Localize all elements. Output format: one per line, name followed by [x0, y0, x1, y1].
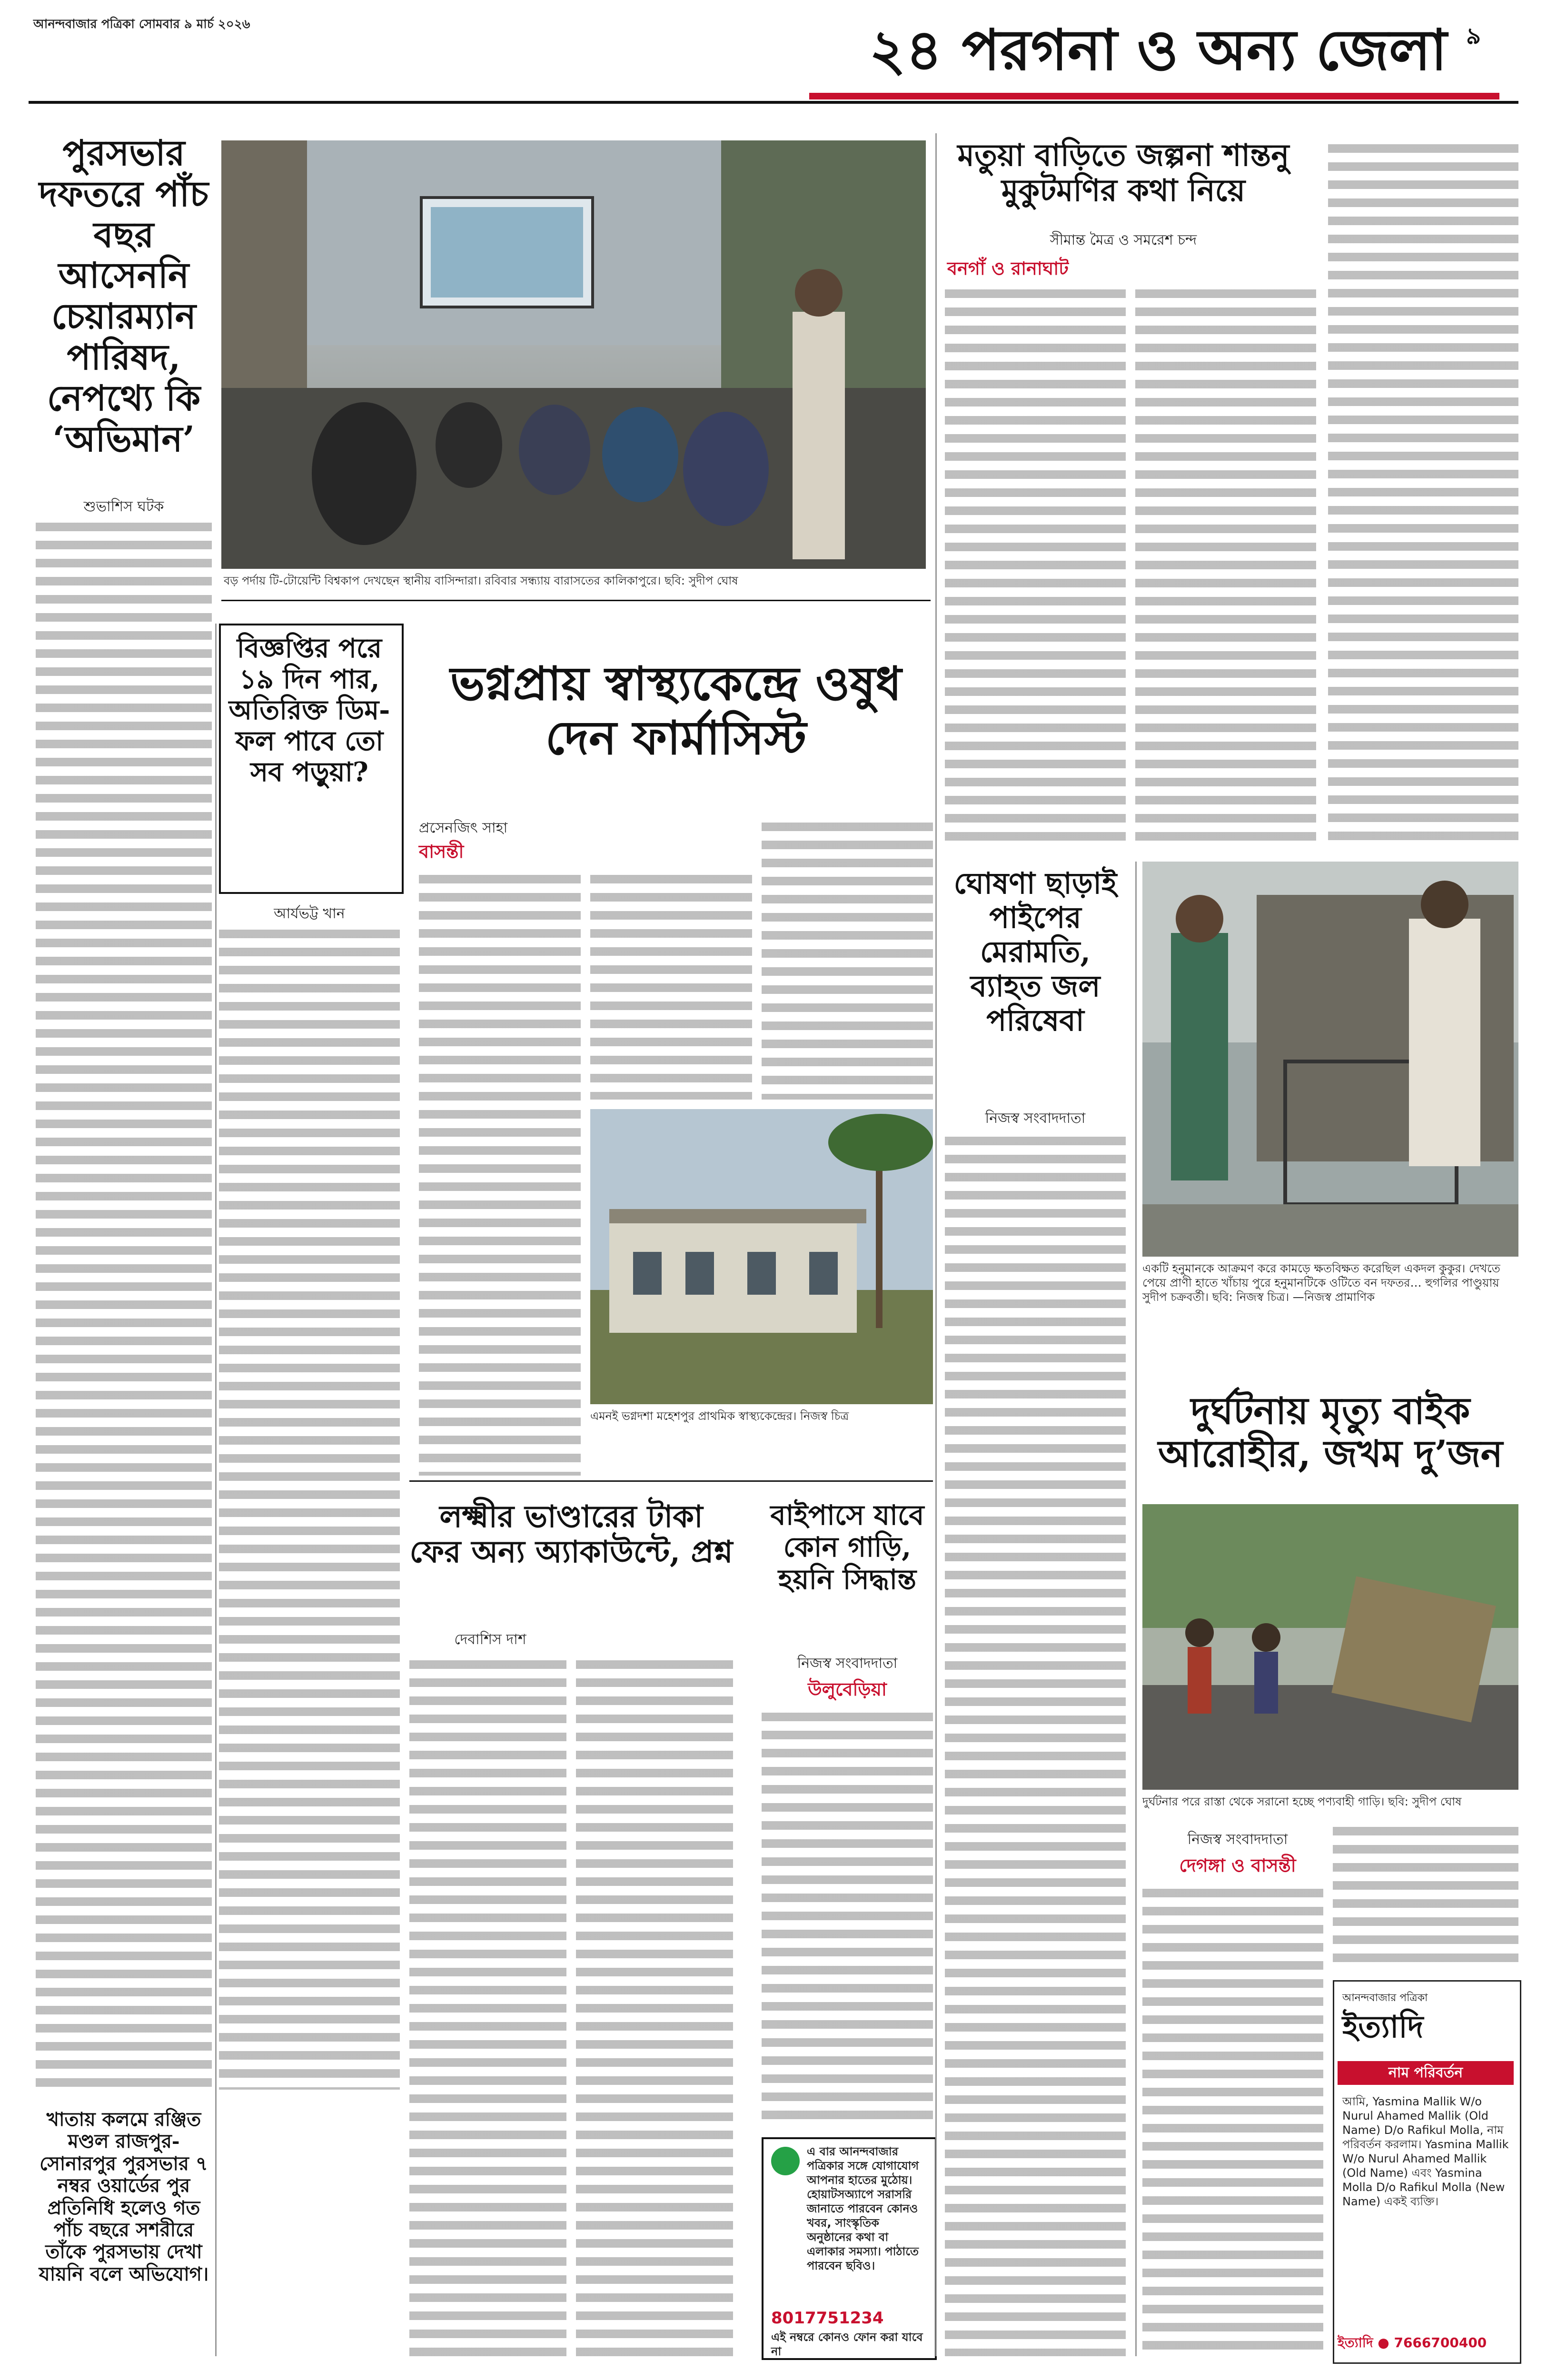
classified-section: নাম পরিবর্তন [1338, 2061, 1514, 2085]
story4-headline: ভগ্নপ্রায় স্বাস্থ্যকেন্দ্রে ওষুধ দেন ফার্মাসিস্ট [450, 656, 902, 765]
whatsapp-icon [771, 2147, 800, 2175]
story2-byline: সীমান্ত মৈত্র ও সমরেশ চন্দ [1050, 232, 1197, 248]
story2-body-col1 [945, 286, 1126, 847]
story8-body-col2 [576, 1656, 733, 2356]
story1-byline: শুভাশিস ঘটক [83, 498, 164, 515]
cricket-viewing-photo [221, 140, 926, 569]
section-title: ২৪ পরগনা ও অন্য জেলা [869, 17, 1447, 83]
photo1-caption: বড় পর্দায় টি-টোয়েন্টি বিশ্বকাপ দেখছেন স্থানীয় বাসিন্দারা। রবিবার সন্ধ্যায় বারাসতের কালিকাপুরে। ছবি: সুদীপ ঘোষ [224, 574, 738, 587]
masthead-date: আনন্দবাজার পত্রিকা সোমবার ৯ মার্চ ২০২৬ [33, 17, 250, 31]
story4-body-col2 [590, 871, 752, 1100]
classified-brand: ইত্যাদি [1342, 2009, 1424, 2045]
story8-byline: দেবাশিস দাশ [454, 1631, 526, 1648]
column-rule [215, 624, 217, 2356]
story6-place: দেগঙ্গা ও বাসন্তী [1179, 1855, 1296, 1876]
story6-body-col2 [1333, 1823, 1518, 1971]
story5-byline: নিজস্ব সংবাদদাতা [985, 1110, 1086, 1127]
story1-headline: পুরসভার দফতরে পাঁচ বছর আসেননি চেয়ারম্যান পারিষদ, নেপথ্যে কি ‘অভিমান’ [39, 133, 209, 460]
story5-headline: ঘোষণা ছাড়াই পাইপের মেরামতি, ব্যাহত জল পরিষেবা [953, 866, 1117, 1038]
story2-headline: মতুয়া বাড়িতে জল্পনা শান্তনু মুকুটমণির কথা নিয়ে [957, 138, 1289, 209]
story9-byline: নিজস্ব সংবাদদাতা [797, 1655, 898, 1672]
story4-place: বাসন্তী [419, 841, 464, 862]
story7-pullquote: খাতায় কলমে রঞ্জিত মণ্ডল রাজপুর-সোনারপুর পুরসভার ৭ নম্বর ওয়ার্ডের পুর প্রতিনিধি হলেও গত পাঁচ বছরে সশরীরে তাঁকে পুরসভায় দেখা যায়নি বলে অভিযোগ। [39, 2108, 209, 2285]
story3-byline: আর্যভট্ট খান [274, 905, 345, 922]
story5-body-col1 [945, 1133, 1126, 2356]
story1-body [36, 519, 212, 2094]
whatsapp-text: এ বার আনন্দবাজার পত্রিকার সঙ্গে যোগাযোগ আপনার হাতের মুঠোয়। হোয়াটসঅ্যাপে সরাসরি জানাতে পারবেন কোনও খবর, সাংস্কৃতিক অনুষ্ঠানের কথা বা এলাকার সমস্যা। পাঠাতে পারবেন ছবিও। [807, 2145, 919, 2272]
story9-place: উলুবেড়িয়া [808, 1679, 887, 1700]
story9-body [762, 1709, 933, 2128]
masthead-red-bar [809, 93, 1499, 99]
story9-headline: বাইপাসে যাবে কোন গাড়ি, হয়নি সিদ্ধান্ত [770, 1499, 924, 1596]
story2-body-col2 [1135, 286, 1316, 847]
photo2-caption: একটি হনুমানকে আক্রমণ করে কামড়ে ক্ষতবিক্ষত করেছিল একদল কুকুর। দেখতে পেয়ে প্রাণী হাতে খাঁচায় পুরে হনুমানটিকে ওটিতে বন দফতর… হুগলির পাণ্ডুয়ায় সুদীপ চক্রবর্তী। ছবি: নিজস্ব চিত্র। —নিজস্ব প্রামাণিক [1142, 1262, 1500, 1304]
monkey-rescue-photo [1142, 862, 1518, 1257]
story4-byline: প্রসেনজিৎ সাহা [419, 820, 508, 836]
story4-body-col1 [419, 871, 581, 1476]
story4-photo-caption: এমনই ভগ্নদশা মহেশপুর প্রাথমিক স্বাস্থ্যকেন্দ্রের। নিজস্ব চিত্র [590, 1409, 849, 1423]
story6-byline: নিজস্ব সংবাদদাতা [1187, 1831, 1288, 1848]
section-rule-2 [409, 1480, 933, 1482]
story3-body [219, 926, 400, 2090]
health-centre-photo [590, 1109, 933, 1404]
story4-body-col3 [762, 819, 933, 1100]
classified-notice: আমি, Yasmina Mallik W/o Nurul Ahamed Mallik (Old Name) D/o Rafikul Molla, নাম পরিবর্তন করলাম। Yasmina Mallik W/o Nurul Ahamed Mallik (Old Name) এবং Yasmina Molla D/o Rafikul Molla (New Name) একই ব্যক্তি। [1342, 2095, 1509, 2208]
column-rule [1135, 862, 1137, 2356]
story2-place: বনগাঁ ও রানাঘাট [947, 258, 1069, 279]
accident-photo [1142, 1504, 1518, 1790]
story8-body-col1 [409, 1656, 566, 2356]
story8-headline: লক্ষ্মীর ভাণ্ডারের টাকা ফের অন্য অ্যাকাউন্টে, প্রশ্ন [409, 1499, 733, 1570]
story6-body-col1 [1142, 1885, 1323, 2356]
classified-brand-small: আনন্দবাজার পত্রিকা [1342, 1992, 1428, 2004]
story6-headline: দুর্ঘটনায় মৃত্যু বাইক আরোহীর, জখম দু’জন [1158, 1389, 1503, 1476]
whatsapp-note: এই নম্বরে কোনও ফোন করা যাবে না [771, 2330, 923, 2358]
whatsapp-phone: 8017751234 [771, 2309, 884, 2328]
masthead-rule [29, 101, 1518, 104]
classified-footer: ইত্যাদি ● 7666700400 [1338, 2335, 1487, 2350]
story3-headline: বিজ্ঞপ্তির পরে ১৯ দিন পার, অতিরিক্ত ডিম-ফল পাবে তো সব পড়ুয়া? [228, 633, 390, 788]
section-rule-1 [221, 600, 931, 601]
column-rule [935, 133, 937, 2356]
page-number: ৯ [1466, 23, 1481, 50]
story6-photo-caption: দুর্ঘটনার পরে রাস্তা থেকে সরানো হচ্ছে পণ্যবাহী গাড়ি। ছবি: সুদীপ ঘোষ [1142, 1795, 1462, 1808]
story2-body-col3 [1328, 140, 1518, 847]
